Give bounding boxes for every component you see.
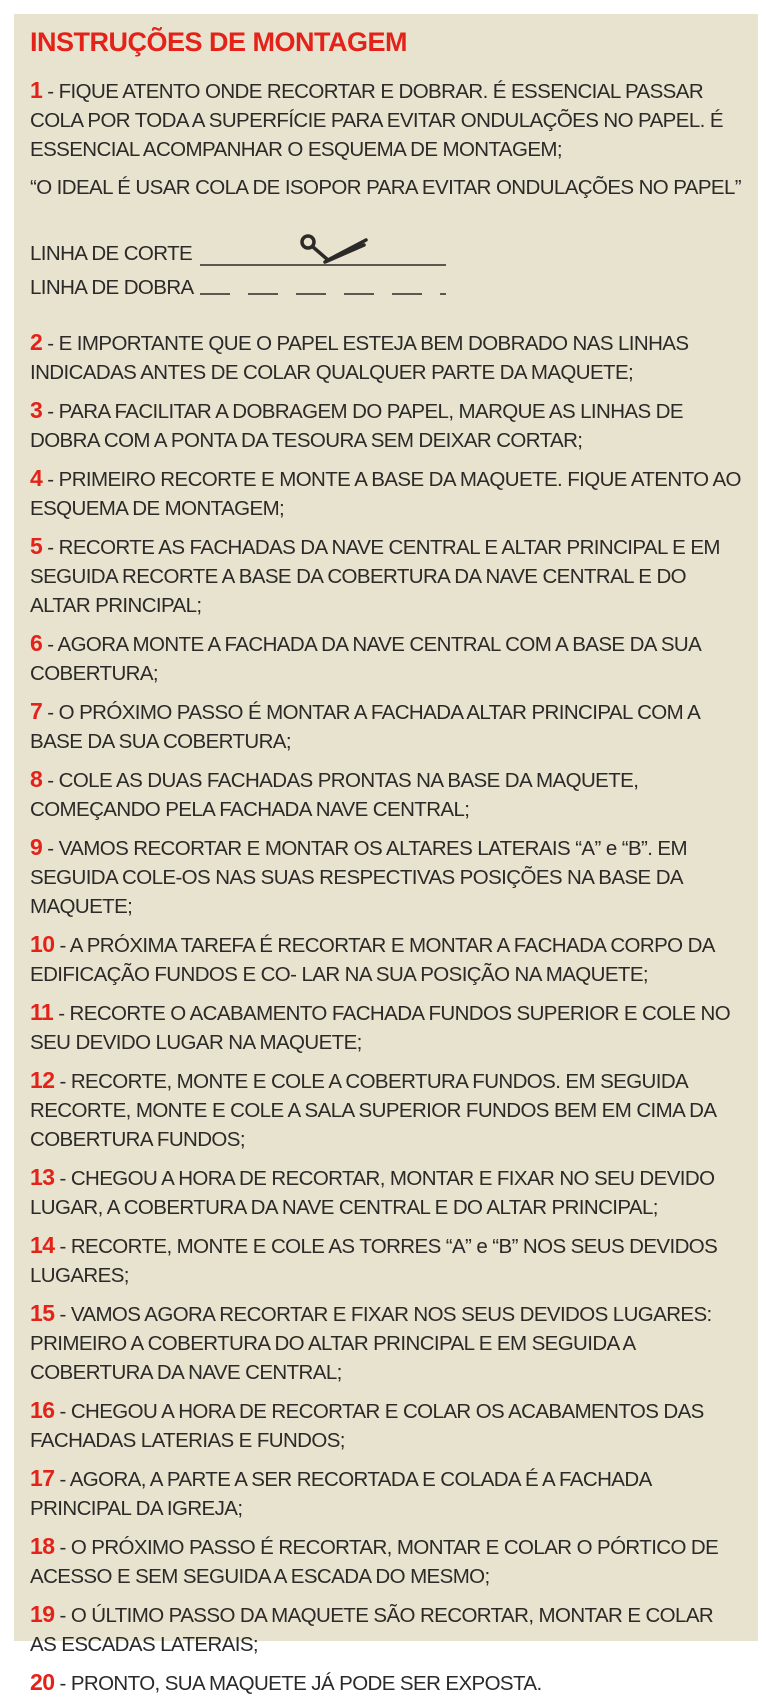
step-number: 14 <box>30 1232 55 1258</box>
step-19 <box>30 1600 742 1659</box>
step-text: COLE AS DUAS FACHADAS PRONTAS NA BASE DA MAQUETE, COMEÇANDO PELA FACHADA NAVE CENTRAL; <box>30 769 639 821</box>
step-number: 16 <box>30 1397 55 1423</box>
step-3 <box>30 396 742 455</box>
step-separator: - <box>42 633 58 656</box>
tip-quote: “O IDEAL É USAR COLA DE ISOPOR PARA EVITAR ONDULAÇÕES NO PAPEL” <box>30 176 742 199</box>
step-5 <box>30 532 742 620</box>
step-text: O PRÓXIMO PASSO É RECORTAR, MONTAR E COLAR O PÓRTICO DE ACESSO E SEM SEGUIDA A ESCADA DO MESMO; <box>30 1536 719 1588</box>
step-text: VAMOS AGORA RECORTAR E FIXAR NOS SEUS DEVIDOS LUGARES: PRIMEIRO A COBERTURA DO ALTAR PRINCIPAL E EM SEGUIDA A COBERTURA DA NAVE CENTRAL; <box>30 1303 712 1384</box>
step-number: 13 <box>30 1164 55 1190</box>
step-separator: - <box>54 1468 70 1491</box>
step-text: PRIMEIRO RECORTE E MONTE A BASE DA MAQUETE. FIQUE ATENTO AO ESQUEMA DE MONTAGEM; <box>30 468 741 520</box>
step-text: PARA FACILITAR A DOBRAGEM DO PAPEL, MARQUE AS LINHAS DE DOBRA COM A PONTA DA TESOURA SEM DEIXAR CORTAR; <box>30 400 683 452</box>
step-20 <box>30 1668 742 1698</box>
step-number: 12 <box>30 1067 55 1093</box>
step-number: 1 <box>30 77 43 103</box>
step-17 <box>30 1464 742 1523</box>
step-6 <box>30 629 742 688</box>
dashed-line-icon <box>198 268 448 302</box>
step-13 <box>30 1163 742 1222</box>
page-title: INSTRUÇÕES DE MONTAGEM <box>30 27 408 57</box>
step-separator: - <box>54 1070 71 1093</box>
step-number: 15 <box>30 1300 55 1326</box>
steps-list <box>30 328 742 1698</box>
step-text: O ÚLTIMO PASSO DA MAQUETE SÃO RECORTAR, MONTAR E COLAR AS ESCADAS LATERAIS; <box>30 1604 714 1656</box>
step-7 <box>30 697 742 756</box>
line-legend <box>30 234 742 302</box>
step-text: E IMPORTANTE QUE O PAPEL ESTEJA BEM DOBRADO NAS LINHAS INDICADAS ANTES DE COLAR QUALQUER PARTE DA MAQUETE; <box>30 332 689 384</box>
step-2 <box>30 328 742 387</box>
step-18 <box>30 1532 742 1591</box>
step-text: A PRÓXIMA TAREFA É RECORTAR E MONTAR A FACHADA CORPO DA EDIFICAÇÃO FUNDOS E CO- LAR NA SUA POSIÇÃO NA MAQUETE; <box>30 934 714 986</box>
step-number: 19 <box>30 1601 55 1627</box>
step-text: CHEGOU A HORA DE RECORTAR E COLAR OS ACABAMENTOS DAS FACHADAS LATERIAS E FUNDOS; <box>30 1400 704 1452</box>
step-number: 5 <box>30 533 43 559</box>
step-separator: - <box>53 1002 70 1025</box>
step-text: RECORTE, MONTE E COLE AS TORRES “A” e “B” NOS SEUS DEVIDOS LUGARES; <box>30 1235 718 1287</box>
step-separator: - <box>42 701 59 724</box>
instructions-panel <box>14 14 758 1695</box>
step-separator: - <box>54 1303 71 1326</box>
step-number: 4 <box>30 465 43 491</box>
step-14 <box>30 1231 742 1290</box>
scissors-icon <box>198 234 448 268</box>
step-separator: - <box>42 332 59 355</box>
step-15 <box>30 1299 742 1387</box>
step-text: PRONTO, SUA MAQUETE JÁ PODE SER EXPOSTA. <box>70 1672 542 1695</box>
step-text: CHEGOU A HORA DE RECORTAR, MONTAR E FIXAR NO SEU DEVIDO LUGAR, A COBERTURA DA NAVE CENTRAL E DO ALTAR PRINCIPAL; <box>30 1167 715 1219</box>
step-text: RECORTE, MONTE E COLE A COBERTURA FUNDOS. EM SEGUIDA RECORTE, MONTE E COLE A SALA SUPERIOR FUNDOS BEM EM CIMA DA COBERTURA FUNDOS; <box>30 1070 716 1151</box>
step-text: RECORTE O ACABAMENTO FACHADA FUNDOS SUPERIOR E COLE NO SEU DEVIDO LUGAR NA MAQUETE; <box>30 1002 731 1054</box>
step-separator: - <box>42 80 59 103</box>
step-number: 2 <box>30 329 43 355</box>
step-separator: - <box>42 400 59 423</box>
cut-line-label: LINHA DE CORTE <box>30 242 193 265</box>
step-separator: - <box>42 536 59 559</box>
step-separator: - <box>42 837 59 860</box>
step-9 <box>30 833 742 921</box>
step-separator: - <box>54 1604 71 1627</box>
step-text: FIQUE ATENTO ONDE RECORTAR E DOBRAR. É ESSENCIAL PASSAR COLA POR TODA A SUPERFÍCIE PARA EVITAR ONDULAÇÕES NO PAPEL. É ESSENCIAL ACOMPANHAR O ESQUEMA DE MONTAGEM; <box>30 80 723 161</box>
step-11 <box>30 998 742 1057</box>
step-number: 11 <box>30 999 54 1025</box>
step-16 <box>30 1396 742 1455</box>
step-number: 9 <box>30 834 43 860</box>
step-text: O PRÓXIMO PASSO É MONTAR A FACHADA ALTAR PRINCIPAL COM A BASE DA SUA COBERTURA; <box>30 701 700 753</box>
step-separator: - <box>54 1167 71 1190</box>
cut-line-legend <box>30 234 742 268</box>
step-4 <box>30 464 742 523</box>
step-number: 20 <box>30 1669 55 1695</box>
step-number: 3 <box>30 397 43 423</box>
fold-line-legend <box>30 268 742 302</box>
step-number: 6 <box>30 630 43 656</box>
step-separator: - <box>42 769 59 792</box>
step-1 <box>30 76 742 164</box>
step-number: 18 <box>30 1533 55 1559</box>
step-10 <box>30 930 742 989</box>
step-text: AGORA MONTE A FACHADA DA NAVE CENTRAL COM A BASE DA SUA COBERTURA; <box>30 633 701 685</box>
step-number: 10 <box>30 931 55 957</box>
step-separator: - <box>54 1672 71 1695</box>
step-number: 7 <box>30 698 43 724</box>
step-separator: - <box>54 1400 71 1423</box>
step-separator: - <box>54 1235 71 1258</box>
step-number: 17 <box>30 1465 55 1491</box>
step-text: RECORTE AS FACHADAS DA NAVE CENTRAL E ALTAR PRINCIPAL E EM SEGUIDA RECORTE A BASE DA COBERTURA DA NAVE CENTRAL E DO ALTAR PRINCIPAL; <box>30 536 720 617</box>
step-text: AGORA, A PARTE A SER RECORTADA E COLADA É A FACHADA PRINCIPAL DA IGREJA; <box>30 1468 651 1520</box>
step-text: VAMOS RECORTAR E MONTAR OS ALTARES LATERAIS “A” e “B”. EM SEGUIDA COLE-OS NAS SUAS RESPECTIVAS POSIÇÕES NA BASE DA MAQUETE; <box>30 837 687 918</box>
fold-line-label: LINHA DE DOBRA <box>30 276 194 299</box>
step-8 <box>30 765 742 824</box>
step-separator: - <box>42 468 59 491</box>
step-separator: - <box>54 1536 71 1559</box>
step-number: 8 <box>30 766 43 792</box>
step-separator: - <box>54 934 70 957</box>
step-12 <box>30 1066 742 1154</box>
